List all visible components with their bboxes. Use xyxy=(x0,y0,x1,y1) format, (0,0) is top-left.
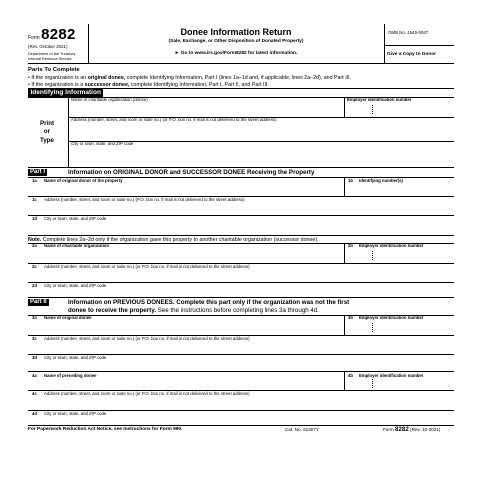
line-1d-number: 1d xyxy=(32,216,38,221)
print-text: Print xyxy=(39,120,55,127)
give-copy-text: Give a Copy to Donor xyxy=(387,52,437,57)
line-1b-number: 1b xyxy=(348,178,354,183)
ident-heading: Identifying Information xyxy=(28,89,103,97)
department: Department of the Treasury xyxy=(28,51,76,56)
note-text: Complete lines 2a–2d only if the organization gave this property to another charitable organization (successor donee). xyxy=(41,236,319,243)
footer-form-rev: (Rev. 10-2021) xyxy=(408,427,441,432)
type-text: Type xyxy=(40,136,54,144)
original-donor-name-field[interactable] xyxy=(28,177,344,196)
original-donee-ein-separator xyxy=(372,323,373,332)
parts-line1-b: original donee, xyxy=(87,74,126,81)
part1-note xyxy=(28,237,319,243)
goto-line xyxy=(88,51,384,57)
line-1b-label: Identifying number(s) xyxy=(359,178,403,183)
name-label: Name of charitable organization (donee) xyxy=(71,97,148,102)
original-donee-name-field[interactable] xyxy=(28,315,344,335)
part1-title: Information on ORIGINAL DONOR and SUCCESSOR DONEE Receiving the Property xyxy=(68,169,315,176)
parts-heading: Parts To Complete xyxy=(28,66,80,73)
line-2d-number: 2d xyxy=(32,283,38,288)
line-3b-label: Employer identification number xyxy=(359,315,424,320)
header-divider-right xyxy=(384,24,385,63)
or-text: or xyxy=(43,128,51,136)
preceding-donee-address-field[interactable] xyxy=(28,390,454,410)
form-number: 8282 xyxy=(41,26,76,43)
revision-date: (Rev. October 2021) xyxy=(28,44,68,49)
goto-prefix: ► Go to xyxy=(174,51,195,56)
parts-line2-a: • If the organization is a xyxy=(28,81,85,88)
successor-city-field[interactable] xyxy=(28,282,454,297)
city-label: City or town, state, and ZIP code xyxy=(71,141,134,146)
org-city-field[interactable] xyxy=(68,141,454,167)
part2-title2-bold: donee to receive the property. xyxy=(68,307,156,314)
agency: Internal Revenue Service xyxy=(28,55,72,61)
preceding-donee-name-field[interactable] xyxy=(28,371,344,390)
line-3d-label: City or town, state, and ZIP code xyxy=(44,355,107,360)
form-label: Form xyxy=(28,35,40,41)
successor-address-field[interactable] xyxy=(28,263,454,282)
part1-bottom-rule xyxy=(28,297,454,298)
original-donor-address-field[interactable] xyxy=(28,196,454,215)
line-2c-label: Address (number, street, and room or suite no.) (or P.O. box no. if mail is not delivered to the street address) xyxy=(44,264,250,269)
ein-separator xyxy=(372,105,373,114)
line-4c-number: 4c xyxy=(32,391,37,396)
org-ein-field[interactable] xyxy=(344,97,454,117)
omb-number: OMB No. 1545-0047 xyxy=(388,30,429,35)
line-1d-label: City or town, state, and ZIP code xyxy=(44,216,107,221)
org-name-field[interactable] xyxy=(68,97,344,117)
line-2a-number: 2a xyxy=(32,243,37,248)
catalog-number: Cat. No. 62307Y xyxy=(285,427,319,432)
preceding-donee-ein-field[interactable] xyxy=(344,371,454,390)
preceding-donee-city-field[interactable] xyxy=(28,410,454,425)
footer-form-id xyxy=(383,426,440,433)
original-donor-city-field[interactable] xyxy=(28,215,454,235)
address-label: Address (number, street, and room or suite no.) (or P.O. box no. if mail is not delivered to the street address) xyxy=(71,117,277,122)
original-donee-ein-field[interactable] xyxy=(344,315,454,335)
print-or-type xyxy=(32,120,62,145)
form-id-block xyxy=(28,26,76,43)
line-4a-label: Name of preceding donee xyxy=(44,373,97,378)
preceding-donee-ein-separator xyxy=(372,379,373,388)
line-4b-number: 4b xyxy=(348,373,354,378)
footer-form-number: 8282 xyxy=(395,426,409,433)
line-2b-number: 2b xyxy=(348,243,354,248)
part1-tag: Part I xyxy=(30,169,46,175)
line-2b-label: Employer identification number xyxy=(359,243,424,248)
line-4d-number: 4d xyxy=(32,411,38,416)
line-3b-number: 3b xyxy=(348,315,354,320)
footer-form-prefix: Form xyxy=(383,427,395,432)
form-title: Donee Information Return xyxy=(180,27,292,37)
parts-line-successor xyxy=(28,82,269,88)
org-address-field[interactable] xyxy=(68,117,454,141)
line-1a-number: 1a xyxy=(32,178,37,183)
parts-line2-c: complete Identifying Information, Part I, Part II, and Part III. xyxy=(129,81,269,88)
paperwork-notice: For Paperwork Reduction Act Notice, see Instructions for Form 990. xyxy=(28,427,183,432)
line-4c-label: Address (number, street, and room or suite no.) (or P.O. box no. if mail is not delivered to the street address) xyxy=(44,391,250,396)
part2-title-line1: Information on PREVIOUS DONEES. Complete this part only if the organization was not the first xyxy=(68,299,350,306)
successor-name-field[interactable] xyxy=(28,243,344,263)
irs-link[interactable]: www.irs.gov/Form8282 xyxy=(194,51,247,56)
line-1c-label: Address (number, street, and room or suite no.) (P.O. box no. if mail is not delivered to the street address) xyxy=(44,197,245,202)
line-4b-label: Employer identification number xyxy=(359,373,424,378)
original-donee-city-field[interactable] xyxy=(28,354,454,371)
line-4a-number: 4a xyxy=(32,373,37,378)
line-1c-number: 1c xyxy=(32,197,37,202)
header-bottom-rule xyxy=(28,63,454,64)
identifying-number-field[interactable] xyxy=(344,177,454,196)
part2-title2-rest: See the instructions before completing lines 3a through 4d. xyxy=(155,307,319,314)
parts-line-original xyxy=(28,75,351,81)
successor-ein-separator xyxy=(372,251,373,260)
successor-ein-field[interactable] xyxy=(344,243,454,263)
line-2d-label: City or town, state, and ZIP code xyxy=(44,283,107,288)
parts-line1-a: • If the organization is an xyxy=(28,74,88,81)
parts-line1-c: complete Identifying Information, Part I (lines 1a–1d and, if applicable, lines 2a–2d), and Part III. xyxy=(125,74,352,81)
ident-bottom-rule xyxy=(28,167,454,168)
line-4d-label: City or town, state, and ZIP code xyxy=(44,411,107,416)
line-3a-number: 3a xyxy=(32,315,37,320)
parts-line2-b: successor donee, xyxy=(84,81,130,88)
line-3c-number: 3c xyxy=(32,336,37,341)
part2-tag: Part II xyxy=(30,299,47,305)
line-3d-number: 3d xyxy=(32,355,38,360)
form-page xyxy=(28,24,454,454)
line-1a-label: Name of original donor of the property xyxy=(44,178,123,183)
line-3c-label: Address (number, street, and room or suite no.) (or P.O. box no. if mail is not delivered to the street address) xyxy=(44,336,250,341)
omb-divider xyxy=(384,45,454,46)
line-2a-label: Name of charitable organization xyxy=(44,243,110,248)
ein-label: Employer identification number xyxy=(347,97,412,102)
goto-suffix: for latest information. xyxy=(246,51,298,56)
line-2c-number: 2c xyxy=(32,264,37,269)
part2-title-line2 xyxy=(68,307,319,314)
line-3a-label: Name of original donee xyxy=(44,315,92,320)
note-label: Note. xyxy=(28,236,42,243)
form-subtitle: (Sale, Exchange, or Other Disposition of Donated Property) xyxy=(168,39,304,44)
original-donee-address-field[interactable] xyxy=(28,335,454,354)
